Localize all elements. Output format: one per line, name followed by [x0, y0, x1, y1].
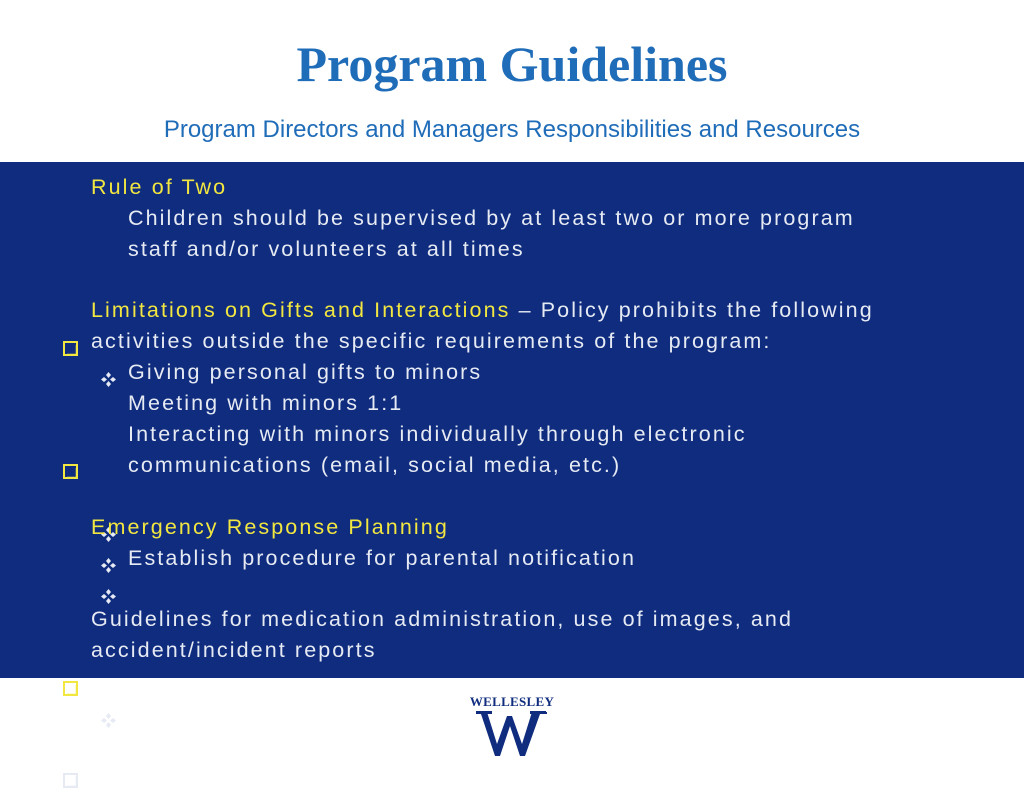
section-heading-emergency: Emergency Response Planning	[91, 515, 449, 539]
section-heading-gifts	[91, 295, 874, 326]
checkbox-bullet-icon	[63, 341, 78, 356]
bullet-text: Meeting with minors 1:1	[128, 391, 404, 415]
checkbox-bullet-icon	[63, 773, 78, 788]
bullet-text: staff and/or volunteers at all times	[128, 237, 525, 261]
wellesley-w-logo-icon	[475, 708, 549, 758]
wellesley-logo-text: WELLESLEY	[469, 694, 555, 709]
bullet-text: Children should be supervised by at least two or more program	[128, 206, 855, 230]
diamond-bullet-icon	[100, 371, 117, 388]
bullet-text: communications (email, social media, etc.)	[128, 453, 622, 477]
section-heading-gifts-line2: activities outside the specific requirements of the program:	[91, 329, 772, 353]
page-title: Program Guidelines	[296, 36, 728, 92]
checkbox-bullet-icon	[63, 464, 78, 479]
bullet-text: Interacting with minors individually through electronic	[128, 422, 747, 446]
section-heading-rule-of-two: Rule of Two	[91, 175, 228, 199]
bullet-text: Establish procedure for parental notification	[128, 546, 637, 570]
section-heading-guidelines: Guidelines for medication administration, use of images, and	[91, 607, 794, 631]
section-heading-guidelines-line2: accident/incident reports	[91, 638, 377, 662]
page-subtitle: Program Directors and Managers Responsibilities and Resources	[163, 116, 861, 143]
content-panel	[0, 162, 1024, 678]
checkbox-bullet-icon	[63, 681, 78, 696]
section-heading-gifts-rest: – Policy prohibits the following	[510, 298, 874, 322]
bullet-text: Giving personal gifts to minors	[128, 360, 483, 384]
diamond-bullet-icon	[100, 557, 117, 574]
diamond-bullet-icon	[100, 588, 117, 605]
section-heading-gifts-title: Limitations on Gifts and Interactions	[91, 298, 511, 322]
diamond-bullet-icon	[100, 712, 117, 729]
